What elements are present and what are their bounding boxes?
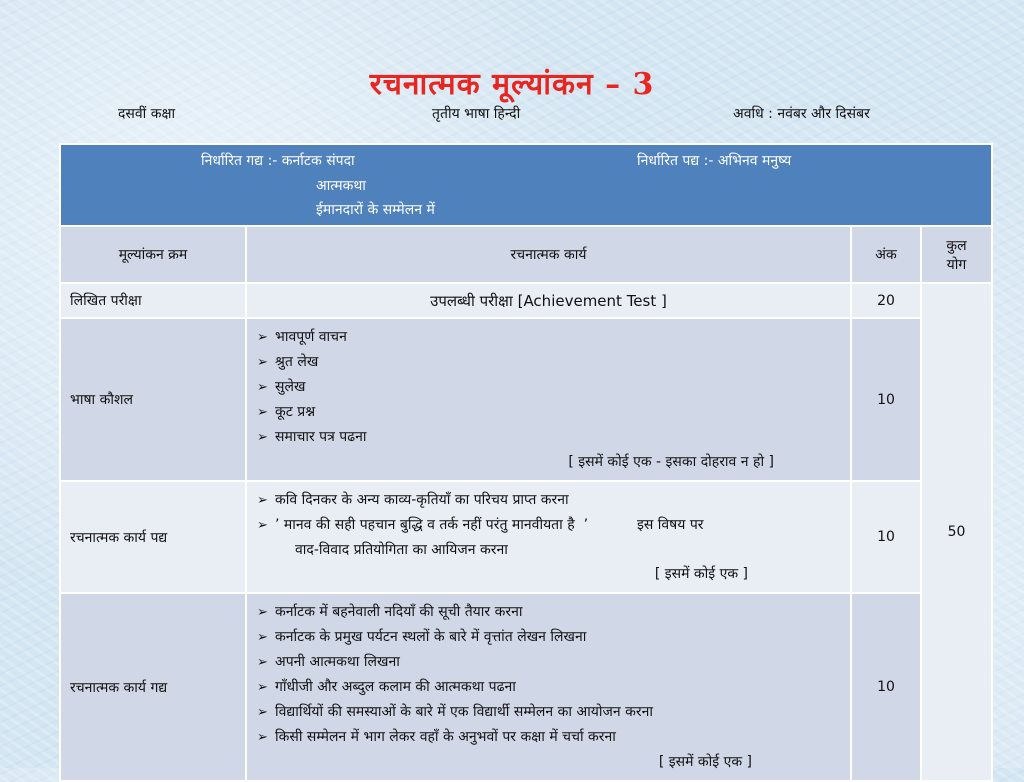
list-item: ➢ श्रुत लेख xyxy=(257,350,840,375)
bullet-arrow-icon: ➢ xyxy=(257,680,268,695)
row-marks: 10 xyxy=(851,593,921,781)
list-item: ➢ विद्यार्थियों की समस्याओं के बारे में एक विद्यार्थी सम्मेलन का आयोजन करना xyxy=(257,700,840,725)
row-note: [ इसमें कोई एक - इसका दोहराव न हो ] xyxy=(568,454,774,470)
list-item: ➢ किसी सम्मेलन में भाग लेकर वहाँ के अनुभवों पर कक्षा में चर्चा करना xyxy=(257,725,840,750)
row-label: रचनात्मक कार्य गद्य xyxy=(60,593,246,781)
col-marks-header: अंक xyxy=(851,226,921,283)
list-item: ➢ सुलेख xyxy=(257,375,840,400)
page-title: रचनात्मक मूल्यांकन – 3 xyxy=(369,67,655,102)
row-marks: 10 xyxy=(851,318,921,481)
bullet-arrow-icon: ➢ xyxy=(257,380,268,395)
row-work: उपलब्धी परीक्षा [Achievement Test ] xyxy=(246,283,851,318)
bullet-arrow-icon: ➢ xyxy=(257,405,268,420)
list-item: ➢ कवि दिनकर के अन्य काव्य-कृतियाँ का परिचय प्राप्त करना xyxy=(257,488,840,513)
list-item: ➢ गाँधीजी और अब्दुल कलाम की आत्मकथा पढना xyxy=(257,675,840,700)
bullet-arrow-icon: ➢ xyxy=(257,730,268,745)
prescribed-header xyxy=(60,144,992,226)
list-item: ➢ भावपूर्ण वाचन xyxy=(257,325,840,350)
col-total-line2: योग xyxy=(946,256,967,273)
list-item: ➢ अपनी आत्मकथा लिखना xyxy=(257,650,840,675)
row-label: भाषा कौशल xyxy=(60,318,246,481)
row-work-list xyxy=(246,318,851,481)
bullet-arrow-icon: ➢ xyxy=(257,705,268,720)
list-item-continuation: वाद-विवाद प्रतियोगिता का आयिजन करना xyxy=(295,542,508,558)
bullet-arrow-icon: ➢ xyxy=(257,355,268,370)
row-work-list xyxy=(246,481,851,593)
col-work-header: रचनात्मक कार्य xyxy=(246,226,851,283)
row-marks: 10 xyxy=(851,481,921,593)
list-item: ➢ समाचार पत्र पढना xyxy=(257,425,840,450)
table-row xyxy=(60,481,992,593)
col-order-header: मूल्यांकन क्रम xyxy=(60,226,246,283)
list-item: ➢ ’ मानव की सही पहचान बुद्धि व तर्क नहीं परंतु मानवीयता है ’ इस विषय पर xyxy=(257,513,840,538)
grand-total: 50 xyxy=(921,283,992,781)
prescribed-poem: निर्धारित पद्य :- अभिनव मनुष्य xyxy=(637,153,792,169)
col-total-line1: कुल xyxy=(946,237,967,254)
prescribed-prose-2: आत्मकथा xyxy=(316,178,366,194)
bullet-arrow-icon: ➢ xyxy=(257,605,268,620)
bullet-arrow-icon: ➢ xyxy=(257,655,268,670)
period-label: अवधि : नवंबर और दिसंबर xyxy=(733,106,870,122)
list-item: ➢ कर्नाटक के प्रमुख पर्यटन स्थलों के बारे में वृत्तांत लेखन लिखना xyxy=(257,625,840,650)
list-item: ➢ कर्नाटक में बहनेवाली नदियाँ की सूची तैयार करना xyxy=(257,600,840,625)
table-row xyxy=(60,283,992,318)
column-header-row xyxy=(60,226,992,283)
row-note: [ इसमें कोई एक ] xyxy=(654,566,748,582)
col-total-header xyxy=(921,226,992,283)
bullet-arrow-icon: ➢ xyxy=(257,330,268,345)
list-item: ➢ कूट प्रश्न xyxy=(257,400,840,425)
prescribed-prose-3: ईमानदारों के सम्मेलन में xyxy=(316,202,435,218)
bullet-arrow-icon: ➢ xyxy=(257,518,268,533)
row-note: [ इसमें कोई एक ] xyxy=(658,754,752,770)
assessment-table xyxy=(59,143,993,782)
row-label: लिखित परीक्षा xyxy=(60,283,246,318)
row-label: रचनात्मक कार्य पद्य xyxy=(60,481,246,593)
table-row xyxy=(60,593,992,781)
bullet-arrow-icon: ➢ xyxy=(257,493,268,508)
class-label: दसवीं कक्षा xyxy=(118,106,176,122)
row-work-list xyxy=(246,593,851,781)
bullet-arrow-icon: ➢ xyxy=(257,630,268,645)
subject-label: तृतीय भाषा हिन्दी xyxy=(432,106,521,122)
prescribed-prose: निर्धारित गद्य :- कर्नाटक संपदा xyxy=(201,153,355,169)
row-marks: 20 xyxy=(851,283,921,318)
table-row xyxy=(60,318,992,481)
bullet-arrow-icon: ➢ xyxy=(257,430,268,445)
